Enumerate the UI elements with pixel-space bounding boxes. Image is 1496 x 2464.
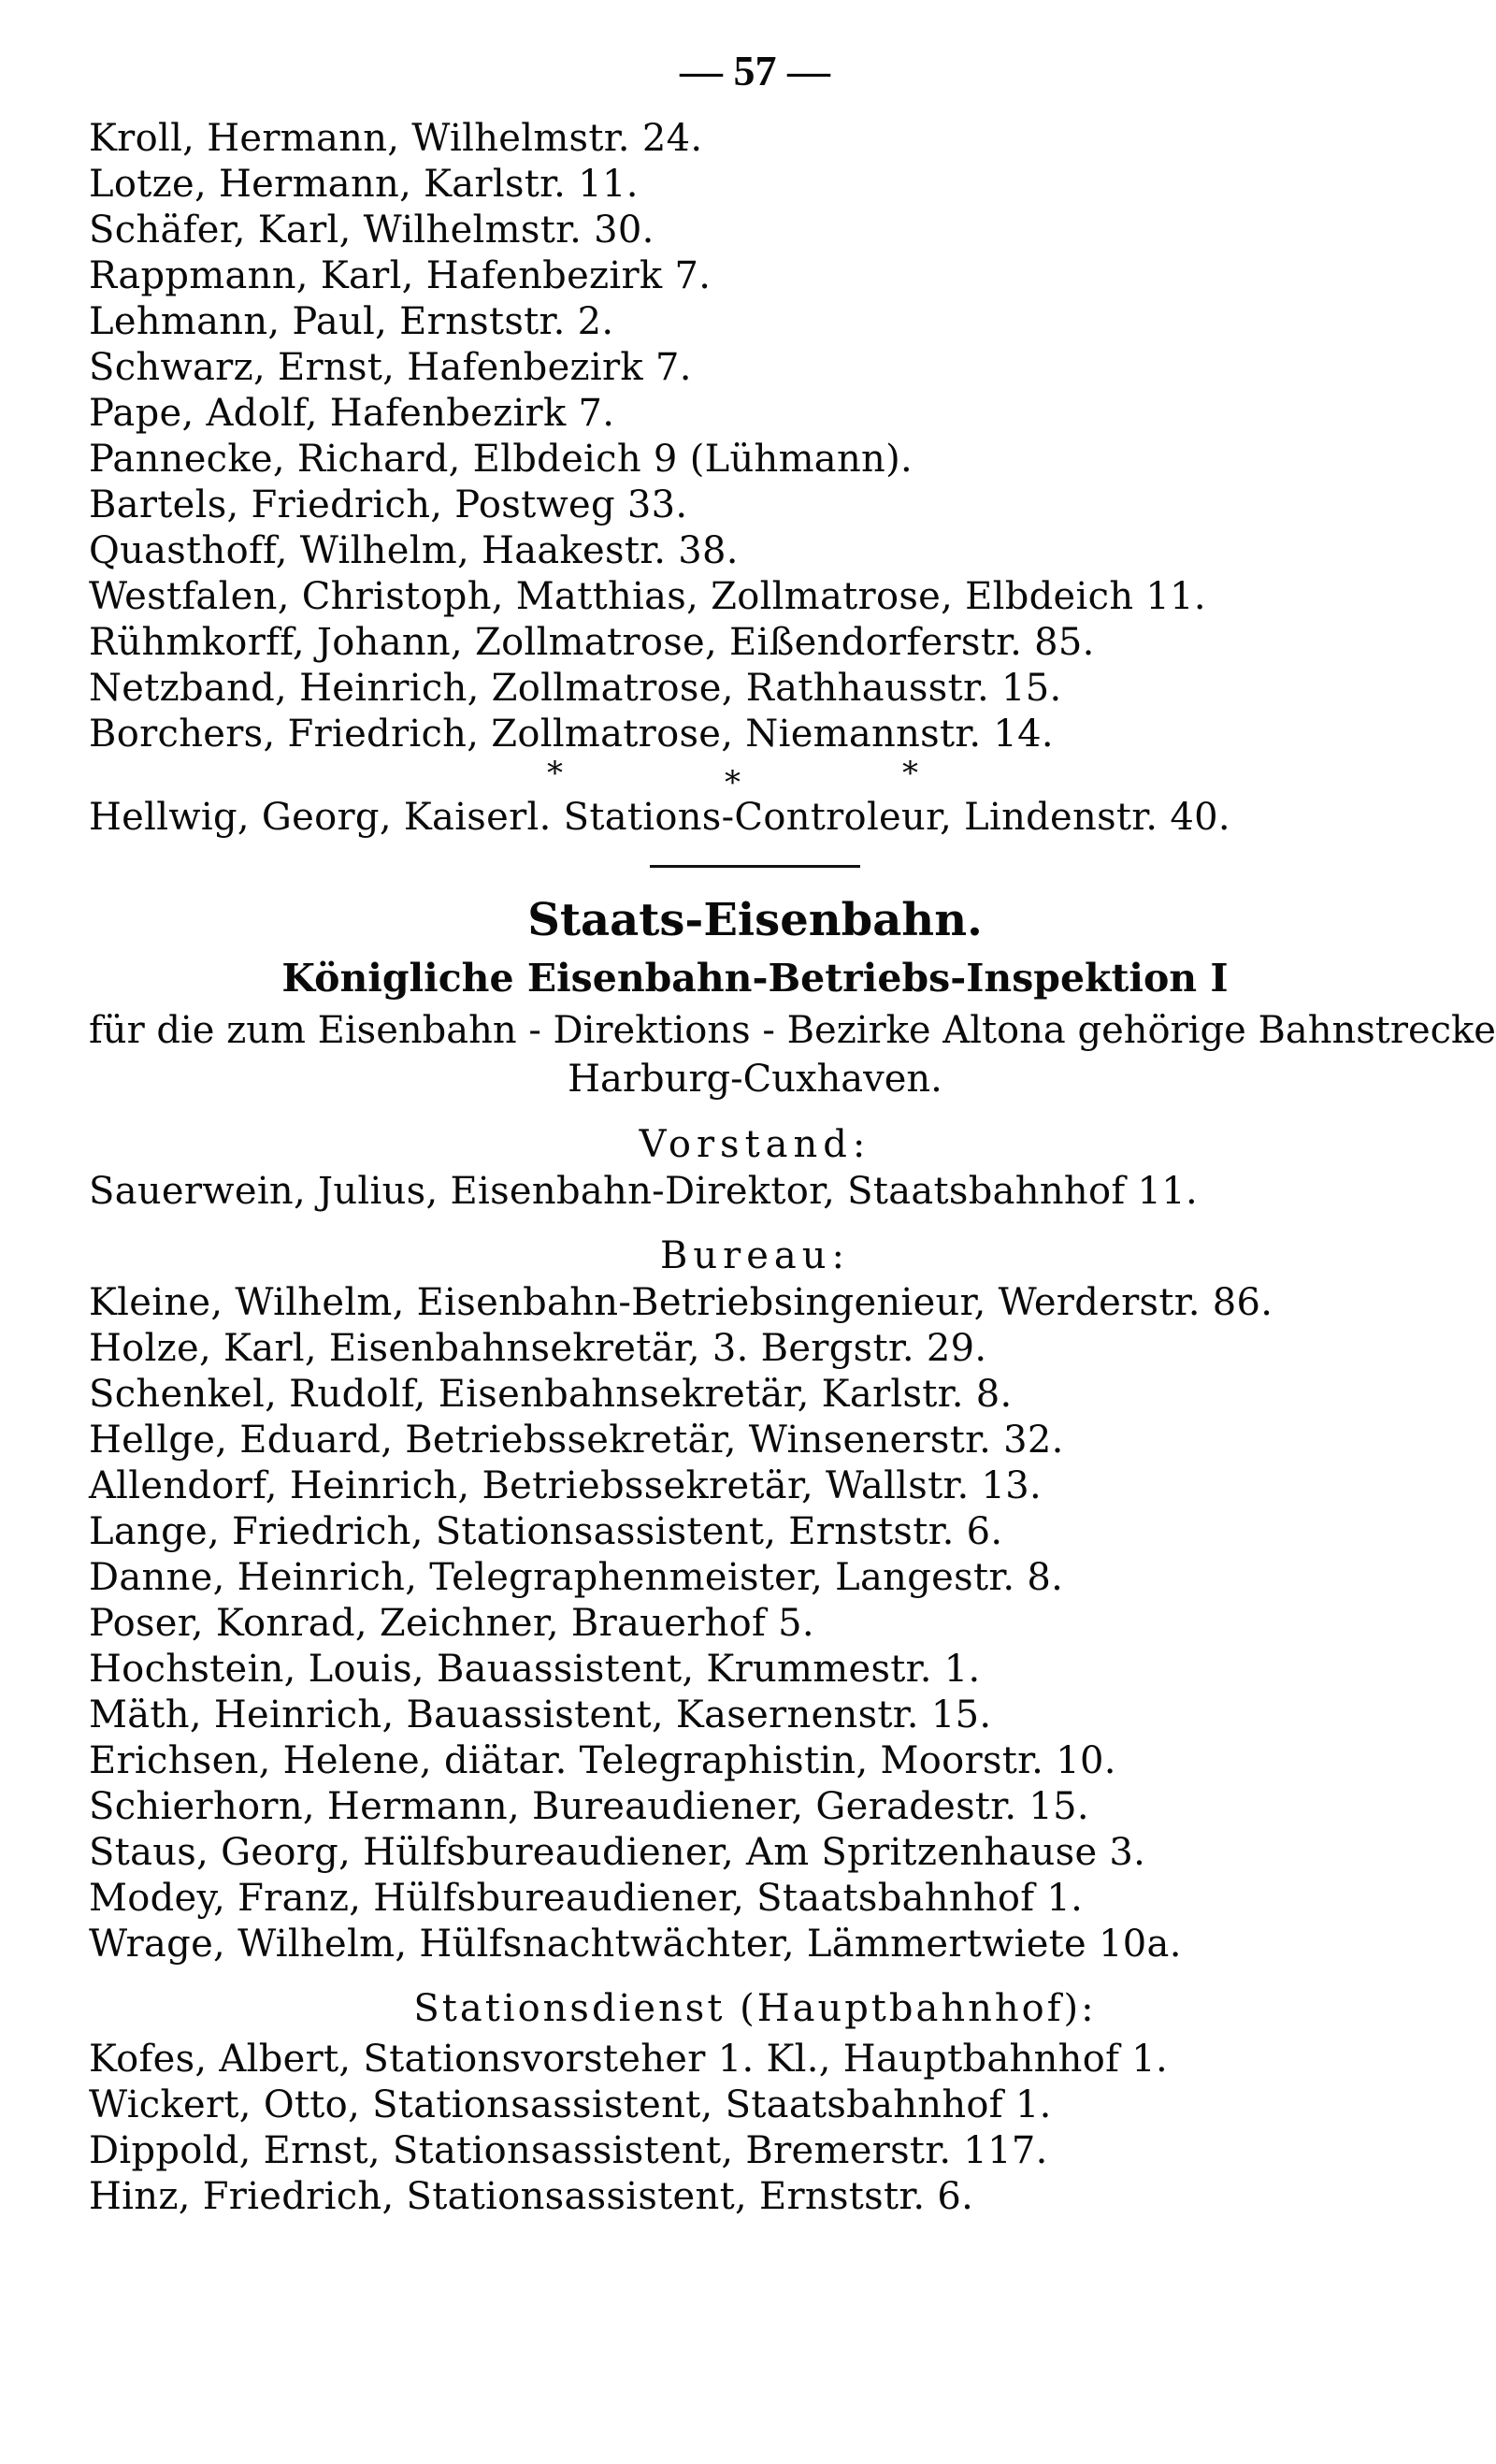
- list-item: Bartels, Friedrich, Postweg 33.: [89, 483, 688, 526]
- list-item: Mäth, Heinrich, Bauassistent, Kasernenstr. 15.: [89, 1693, 992, 1736]
- asterisk: *: [902, 755, 918, 792]
- list-item: Schenkel, Rudolf, Eisenbahnsekretär, Karlstr. 8.: [89, 1373, 1013, 1416]
- list-item: Allendorf, Heinrich, Betriebssekretär, Wallstr. 13.: [89, 1464, 1043, 1507]
- list-item: Danne, Heinrich, Telegraphenmeister, Langestr. 8.: [89, 1556, 1064, 1599]
- list-item: Rappmann, Karl, Hafenbezirk 7.: [89, 254, 712, 297]
- list-item: Kofes, Albert, Stationsvorsteher 1. Kl., Hauptbahnhof 1.: [89, 2038, 1168, 2081]
- list-item: Borchers, Friedrich, Zollmatrose, Niemannstr. 14.: [89, 713, 1054, 756]
- list-item: Lotze, Hermann, Karlstr. 11.: [89, 163, 639, 206]
- list-item: Schäfer, Karl, Wilhelmstr. 30.: [89, 209, 654, 252]
- list-item: Holze, Karl, Eisenbahnsekretär, 3. Bergstr. 29.: [89, 1327, 987, 1370]
- description-line: für die zum Eisenbahn - Direktions - Bezirke Altona gehörige Bahnstrecke: [89, 1009, 1496, 1052]
- bureau-list: [89, 1280, 1421, 1967]
- page-number: — 57 —: [680, 47, 830, 94]
- list-item: Pannecke, Richard, Elbdeich 9 (Lühmann).: [89, 438, 913, 481]
- section-title: Staats-Eisenbahn.: [527, 894, 983, 946]
- list-item: Hochstein, Louis, Bauassistent, Krummestr. 1.: [89, 1648, 981, 1691]
- asterisk: *: [547, 755, 563, 792]
- list-item: Lehmann, Paul, Ernststr. 2.: [89, 300, 614, 343]
- list-item: Staus, Georg, Hülfsbureaudiener, Am Spritzenhause 3.: [89, 1831, 1146, 1874]
- list-item: Modey, Franz, Hülfsbureaudiener, Staatsbahnhof 1.: [89, 1877, 1084, 1920]
- asterism-separator: [89, 755, 1421, 801]
- stationsdienst-list: [89, 2037, 1421, 2220]
- list-item: Sauerwein, Julius, Eisenbahn-Direktor, Staatsbahnhof 11.: [89, 1170, 1198, 1213]
- list-item: Hellwig, Georg, Kaiserl. Stations-Controleur, Lindenstr. 40.: [89, 796, 1230, 839]
- list-item: Hellge, Eduard, Betriebssekretär, Winsenerstr. 32.: [89, 1419, 1064, 1462]
- list-item: Pape, Adolf, Hafenbezirk 7.: [89, 392, 615, 435]
- list-item: Dippold, Ernst, Stationsassistent, Bremerstr. 117.: [89, 2129, 1048, 2172]
- list-item: Schwarz, Ernst, Hafenbezirk 7.: [89, 346, 692, 389]
- bureau-heading: Bureau:: [659, 1234, 851, 1277]
- list-item: Rühmkorff, Johann, Zollmatrose, Eißendorferstr. 85.: [89, 621, 1095, 664]
- asterisk: *: [725, 764, 741, 801]
- vorstand-heading: Vorstand:: [639, 1123, 871, 1166]
- stationsdienst-heading: Stationsdienst (Hauptbahnhof):: [413, 1987, 1097, 2030]
- list-item: Wrage, Wilhelm, Hülfsnachtwächter, Lämmertwiete 10a.: [89, 1923, 1182, 1966]
- list-item: Poser, Konrad, Zeichner, Brauerhof 5.: [89, 1602, 814, 1645]
- list-item: Schierhorn, Hermann, Bureaudiener, Geradestr. 15.: [89, 1785, 1089, 1828]
- list-item: Wickert, Otto, Stationsassistent, Staatsbahnhof 1.: [89, 2083, 1052, 2126]
- list-item: Westfalen, Christoph, Matthias, Zollmatrose, Elbdeich 11.: [89, 575, 1206, 618]
- list-item: Kroll, Hermann, Wilhelmstr. 24.: [89, 117, 703, 160]
- section-divider: [650, 865, 860, 868]
- list-item: Kleine, Wilhelm, Eisenbahn-Betriebsingenieur, Werderstr. 86.: [89, 1281, 1273, 1324]
- list-item: Hinz, Friedrich, Stationsassistent, Ernststr. 6.: [89, 2175, 974, 2218]
- description-line: Harburg-Cuxhaven.: [568, 1058, 942, 1101]
- entries-block-1: [89, 116, 1421, 757]
- list-item: Quasthoff, Wilhelm, Haakestr. 38.: [89, 529, 739, 572]
- subsection-title: Königliche Eisenbahn-Betriebs-Inspektion I: [281, 956, 1229, 1001]
- list-item: Netzband, Heinrich, Zollmatrose, Rathhausstr. 15.: [89, 667, 1062, 710]
- list-item: Erichsen, Helene, diätar. Telegraphistin, Moorstr. 10.: [89, 1739, 1116, 1782]
- list-item: Lange, Friedrich, Stationsassistent, Ernststr. 6.: [89, 1510, 1003, 1553]
